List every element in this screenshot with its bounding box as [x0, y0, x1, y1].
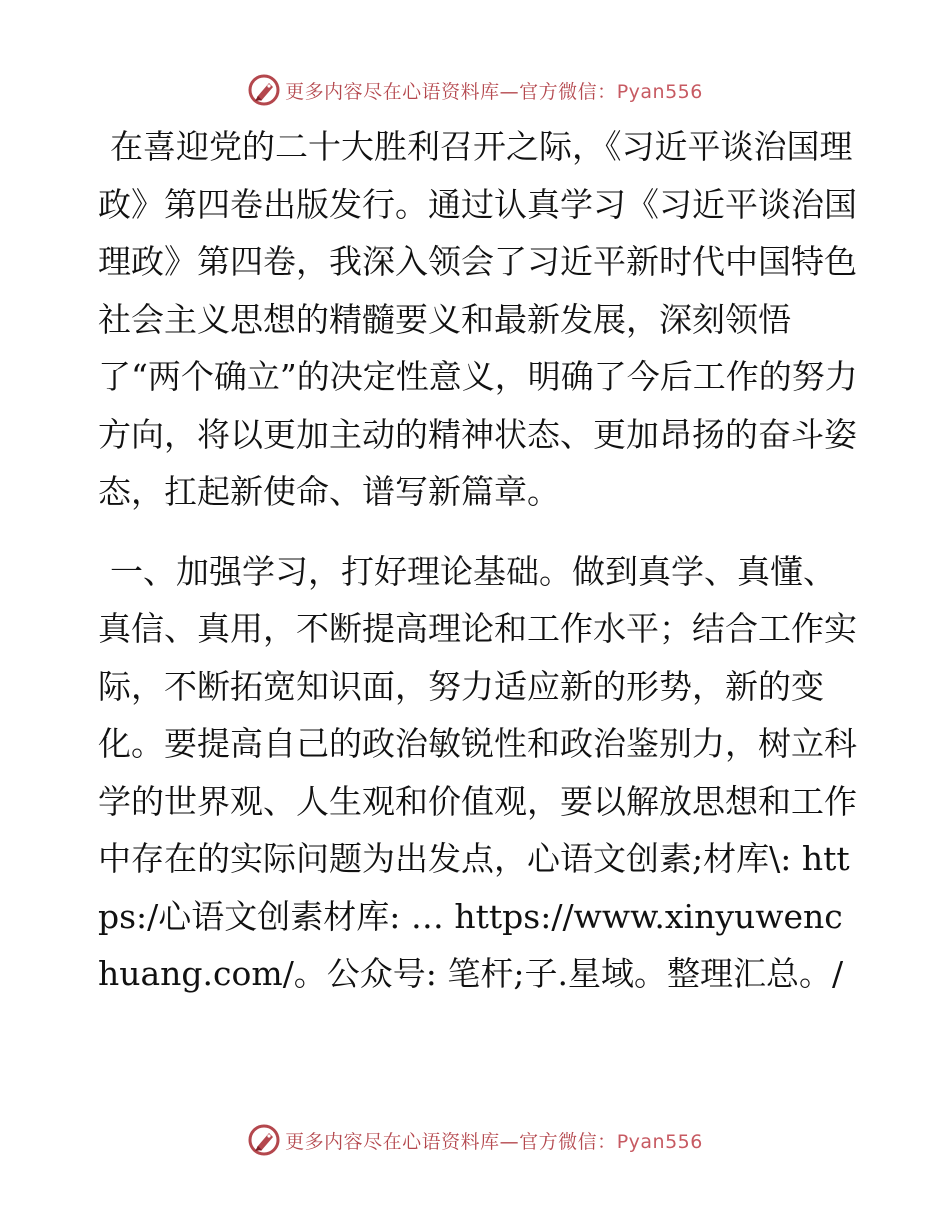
paragraph-section-one: 一、加强学习，打好理论基础。做到真学、真懂、真信、真用，不断提高理论和工作水平；结合工作实际，不断拓宽知识面，努力适应新的形势，新的变化。要提高自己的政治敏锐性和政治鉴别力，树立科学的世界观、人生观和价值观，要以解放思想和工作中存在的实际问题为出发点，心语文创素;材库\: https:/心语文创素材库: … https://www.xinyuwenchuang.com/。公众号: 笔杆;子.星域。整理汇总。/ [98, 551, 857, 993]
banner-text [285, 77, 703, 104]
banner-dash: — [499, 1130, 520, 1153]
paragraph-intro: 在喜迎党的二十大胜利召开之际，《习近平谈治国理政》第四卷出版发行。通过认真学习《习近平谈治国理政》第四卷，我深入领会了习近平新时代中国特色社会主义思想的精髓要义和最新发展，深刻领悟了“两个确立”的决定性意义，明确了今后工作的努力方向，将以更加主动的精神状态、更加昂扬的奋斗姿态，扛起新使命、谱写新篇章。 [98, 127, 858, 511]
banner-content [247, 73, 703, 107]
footer-banner [0, 1120, 950, 1160]
document-body [98, 118, 858, 1003]
banner-wechat-label: 官方微信： [519, 80, 617, 103]
pen-nib-logo-icon [247, 1123, 281, 1157]
banner-main-text: 更多内容尽在心语资料库 [285, 80, 500, 103]
banner-main-text: 更多内容尽在心语资料库 [285, 1130, 500, 1153]
pen-nib-logo-icon [247, 73, 281, 107]
banner-text [285, 1127, 703, 1154]
banner-wechat-label: 官方微信： [519, 1130, 617, 1153]
banner-content [247, 1123, 703, 1157]
banner-wechat-handle: Pyan556 [616, 1130, 703, 1153]
banner-wechat-handle: Pyan556 [616, 80, 703, 103]
header-banner [0, 70, 950, 110]
banner-dash: — [499, 80, 520, 103]
